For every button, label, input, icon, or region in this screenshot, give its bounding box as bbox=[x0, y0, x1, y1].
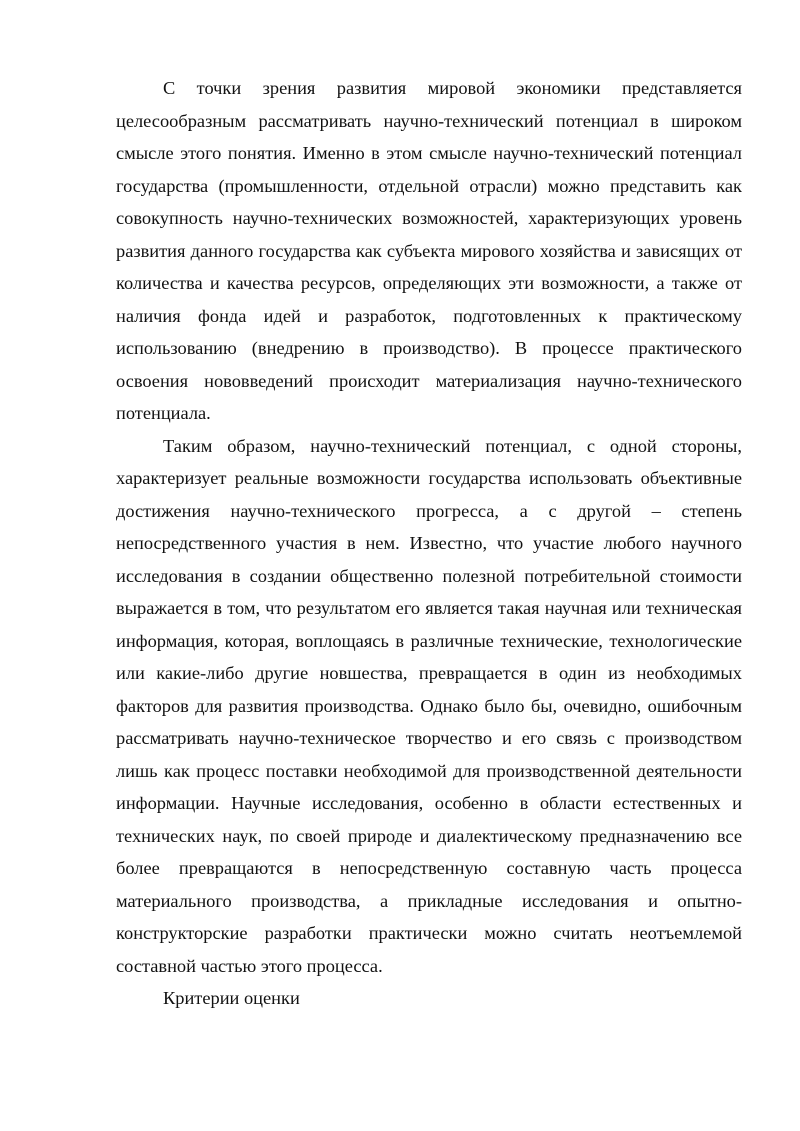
paragraph-1: С точки зрения развития мировой экономики представляется целесообразным рассматривать научно-технический потенциал в широком смысле этого понятия. Именно в этом смысле научно-технический потенциал государства (промышленности, отдельной отрасли) можно представить как совокупность научно-технических возможностей, характеризующих уровень развития данного государства как субъекта мирового хозяйства и зависящих от количества и качества ресурсов, определяющих эти возможности, а также от наличия фонда идей и разработок, подготовленных к практическому использованию (внедрению в производство). В процессе практического освоения нововведений происходит материализация научно-технического потенциала. bbox=[116, 78, 742, 423]
section-heading: Критерии оценки bbox=[163, 988, 300, 1008]
paragraph-2: Таким образом, научно-технический потенциал, с одной стороны, характеризует реальные возможности государства использовать объективные достижения научно-технического прогресса, а с другой – степень непосредственного участия в нем. Известно, что участие любого научного исследования в создании общественно полезной потребительной стоимости выражается в том, что результатом его является такая научная или техническая информация, которая, воплощаясь в различные технические, технологические или какие-либо другие новшества, превращается в один из необходимых факторов для развития производства. Однако было бы, очевидно, ошибочным рассматривать научно-техническое творчество и его связь с производством лишь как процесс поставки необходимой для производственной деятельности информации. Научные исследования, особенно в области естественных и технических наук, по своей природе и диалектическому предназначению все более превращаются в непосредственную составную часть процесса материального производства, а прикладные исследования и опытно-конструкторские разработки практически можно считать неотъемлемой составной частью этого процесса. bbox=[116, 435, 742, 976]
document-body bbox=[116, 72, 742, 1015]
